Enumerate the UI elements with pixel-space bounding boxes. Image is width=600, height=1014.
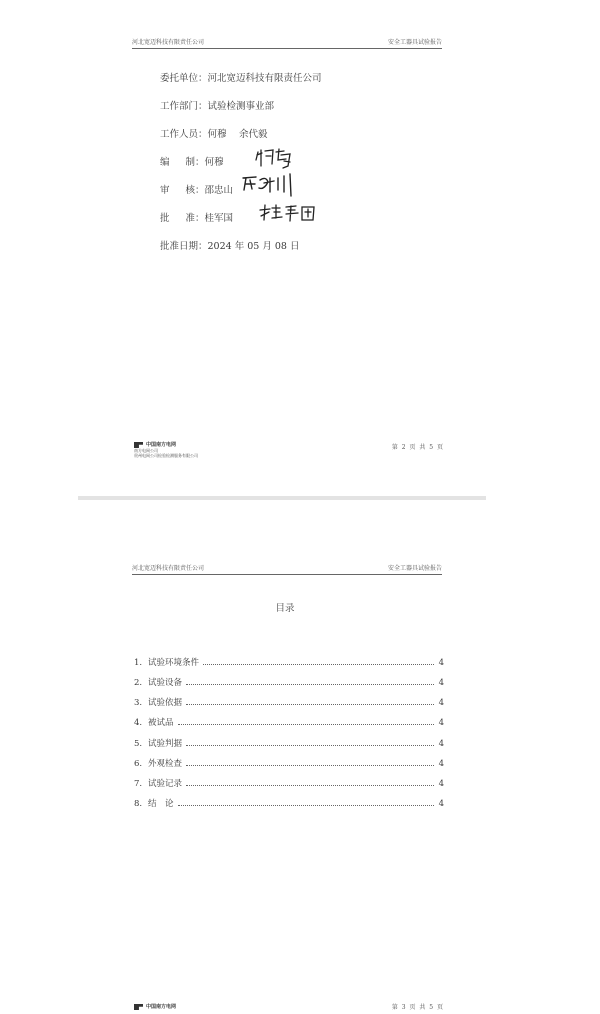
header-report-type: 安全工器具试验报告: [387, 565, 442, 572]
toc-number: 2.: [134, 678, 143, 688]
staff-row: [160, 126, 268, 140]
toc-text: 试验依据: [148, 698, 183, 708]
client-value: 河北宽迈科技有限责任公司: [207, 73, 322, 84]
footer-logo: [134, 1004, 176, 1010]
csg-logo-icon: [134, 1004, 143, 1010]
compiled-label-2: 制：: [185, 157, 205, 168]
toc-page: 4: [438, 799, 444, 809]
approved-label: 批: [160, 213, 186, 224]
client-label: 委托单位：: [160, 73, 208, 84]
approver-signature: [258, 202, 320, 224]
reviewed-label: 审: [160, 185, 186, 196]
toc-page: 4: [438, 759, 444, 769]
toc-text: 被试品: [148, 718, 174, 728]
toc-title: 目录: [275, 603, 295, 614]
toc-leader: [186, 784, 434, 786]
toc-number: 1.: [134, 658, 143, 668]
header-company: 河北宽迈科技有限责任公司: [132, 565, 205, 572]
footer-logo: [134, 442, 198, 458]
toc-number: 8.: [134, 799, 143, 809]
footer-brand: 中国南方电网: [146, 441, 177, 448]
approval-date-row: [160, 238, 299, 252]
approved-value: 桂军国: [204, 213, 234, 224]
toc-leader: [186, 744, 434, 746]
toc-page: 4: [438, 678, 444, 688]
toc-item[interactable]: [134, 676, 444, 688]
toc-leader: [178, 723, 434, 725]
reviewer-signature: [240, 172, 300, 200]
footer-brand: 中国南方电网: [146, 1003, 177, 1010]
toc-item[interactable]: [134, 716, 444, 728]
toc-item[interactable]: [134, 777, 444, 789]
department-label: 工作部门：: [160, 101, 208, 112]
department-row: [160, 98, 274, 112]
page-separator: [78, 496, 486, 500]
toc-number: 6.: [134, 759, 143, 769]
toc-leader: [186, 683, 434, 685]
approval-date-value: 2024 年 05 月 08 日: [207, 241, 300, 252]
approved-row: [160, 210, 233, 224]
compiled-value: 何穆: [204, 157, 224, 168]
reviewed-label-2: 核：: [185, 185, 205, 196]
staff-value: 何穆 余代毅: [207, 129, 268, 140]
footer-line-2: 贵州电网公司检验检测服务有限公司: [134, 453, 198, 458]
client-row: [160, 70, 322, 84]
toc-text: 试验设备: [148, 678, 183, 688]
reviewed-value: 邵忠山: [204, 185, 234, 196]
toc-page: 4: [438, 779, 444, 789]
toc-text: 试验判据: [148, 739, 183, 749]
compiled-label: 编: [160, 157, 186, 168]
toc-number: 4.: [134, 718, 143, 728]
toc-leader: [186, 764, 434, 766]
toc-leader: [203, 663, 434, 665]
toc-text: 结 论: [148, 799, 174, 809]
page-header: [132, 562, 442, 575]
toc-item[interactable]: [134, 797, 444, 809]
approved-label-2: 准：: [185, 213, 205, 224]
compiled-row: [160, 154, 224, 168]
toc-page: 4: [438, 718, 444, 728]
reviewed-row: [160, 182, 233, 196]
page-number: 第 2 页 共 5 页: [391, 444, 444, 451]
toc-item[interactable]: [134, 696, 444, 708]
compiler-signature: [254, 146, 296, 170]
report-page-2: [84, 22, 486, 488]
page-number: 第 3 页 共 5 页: [391, 1004, 444, 1011]
toc-text: 试验记录: [148, 779, 183, 789]
toc-leader: [178, 804, 434, 806]
approval-date-label: 批准日期：: [160, 241, 208, 252]
toc-page: 4: [438, 658, 444, 668]
page-header: [132, 36, 442, 49]
toc-text: 外观检查: [148, 759, 183, 769]
toc-page: 4: [438, 698, 444, 708]
header-report-type: 安全工器具试验报告: [387, 39, 442, 46]
toc-item[interactable]: [134, 757, 444, 769]
toc-number: 7.: [134, 779, 143, 789]
toc-item[interactable]: [134, 656, 444, 668]
toc-item[interactable]: [134, 737, 444, 749]
toc-number: 5.: [134, 739, 143, 749]
toc-number: 3.: [134, 698, 143, 708]
toc-page: 4: [438, 739, 444, 749]
toc-text: 试验环境条件: [148, 658, 200, 668]
department-value: 试验检测事业部: [207, 101, 275, 112]
toc-leader: [186, 703, 434, 705]
staff-label: 工作人员：: [160, 129, 208, 140]
header-company: 河北宽迈科技有限责任公司: [132, 39, 205, 46]
footer-line-1: 南方电网公司: [134, 448, 158, 453]
report-page-3: [84, 548, 486, 1014]
